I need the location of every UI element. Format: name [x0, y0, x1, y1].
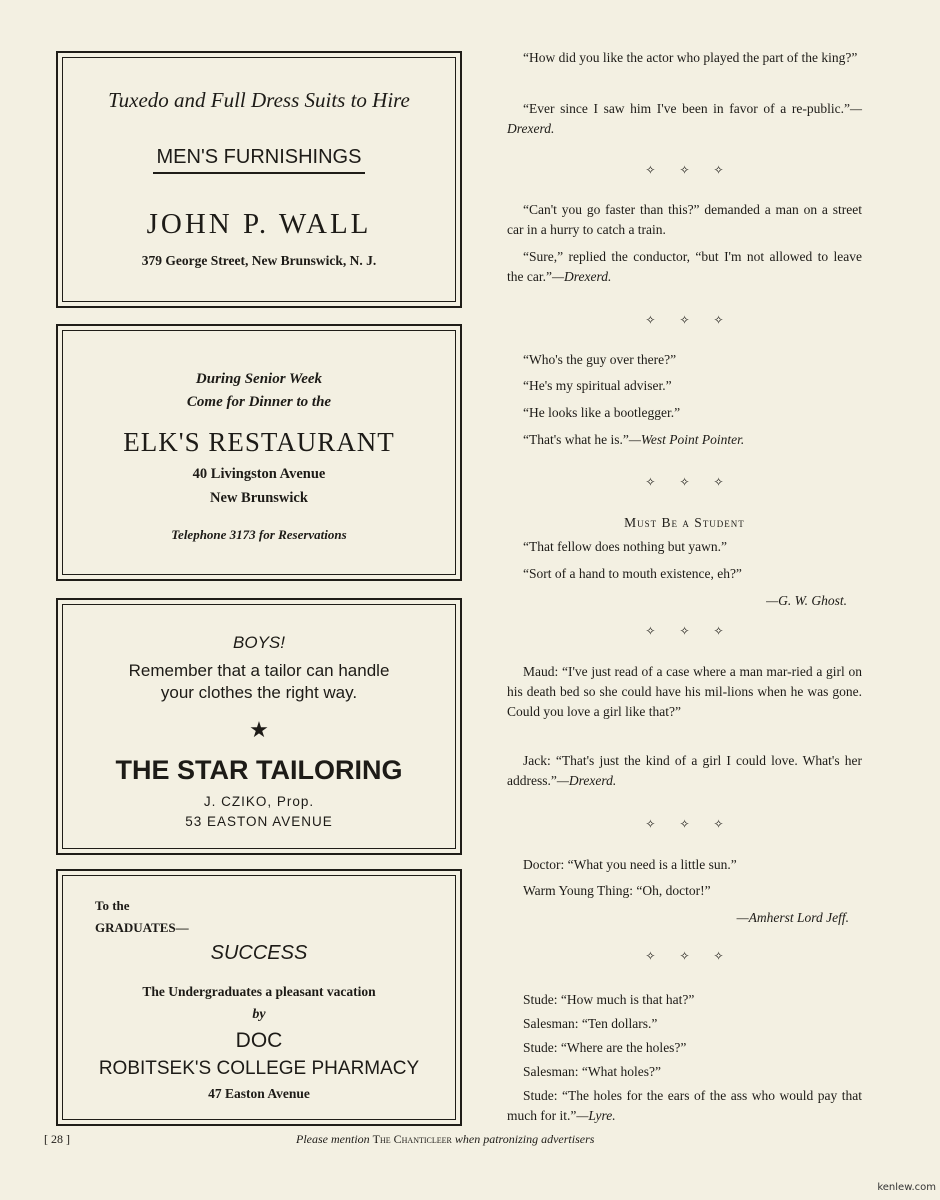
ad-address: 379 George Street, New Brunswick, N. J. [141, 253, 377, 268]
ad-name: DOC [235, 1029, 283, 1052]
joke-attribution: —G. W. Ghost. [766, 593, 847, 608]
ad-name: JOHN P. WALL [146, 208, 372, 240]
joke-line: “He's my spiritual adviser.” [523, 378, 672, 393]
joke-paragraph [507, 1086, 862, 1126]
joke-line: Stude: “Where are the holes?” [523, 1040, 687, 1055]
ad-message [63, 660, 455, 704]
separator: ✧✧✧ [645, 475, 748, 489]
ad-address: New Brunswick [210, 490, 308, 506]
ad-elks-restaurant [56, 324, 462, 581]
star-icon: ★ [249, 717, 269, 742]
joke-paragraph: “Can't you go faster than this?” demanded a man on a street car in a hurry to catch a train. [507, 202, 862, 237]
joke-line: Salesman: “What holes?” [523, 1064, 661, 1079]
joke-attribution: —Lyre. [576, 1108, 616, 1123]
ad-inner-border [62, 604, 456, 849]
ad-address: 53 EASTON AVENUE [185, 814, 333, 829]
joke-paragraph [507, 99, 862, 139]
ad-tagline: Tuxedo and Full Dress Suits to Hire [108, 88, 410, 112]
joke-paragraph: “How did you like the actor who played the part of the king?” [523, 50, 858, 65]
footer-text: Please mention [296, 1132, 373, 1146]
joke-title: Must Be a Student [624, 515, 745, 530]
joke-paragraph [507, 247, 862, 287]
joke-line: Doctor: “What you need is a little sun.” [523, 857, 737, 872]
separator: ✧✧✧ [645, 313, 748, 327]
ad-line: by [252, 1007, 266, 1022]
joke-line: Stude: “How much is that hat?” [523, 992, 695, 1007]
ad-inner-border [62, 875, 456, 1120]
ad-name: THE STAR TAILORING [115, 755, 403, 785]
ad-address: 40 Livingston Avenue [192, 466, 326, 482]
ad-inner-border [62, 57, 456, 302]
joke-text: “Ever since I saw him I've been in favor of a re-public.” [523, 101, 850, 116]
ad-line: Remember that a tailor can handle [128, 661, 390, 680]
joke-line: “Sort of a hand to mouth existence, eh?” [523, 566, 742, 581]
joke-attribution: —Amherst Lord Jeff. [736, 910, 849, 925]
joke-attribution: —Drexerd. [507, 101, 862, 136]
magazine-name: The Chanticleer [372, 1132, 452, 1146]
separator: ✧✧✧ [645, 949, 748, 963]
joke-line: “That fellow does nothing but yawn.” [523, 539, 727, 554]
ad-john-p-wall [56, 51, 462, 308]
separator: ✧✧✧ [645, 624, 748, 638]
joke-line [507, 430, 862, 450]
ad-star-tailoring [56, 598, 462, 855]
joke-text: “That's what he is.” [523, 432, 629, 447]
ad-heading: BOYS! [233, 633, 285, 652]
joke-paragraph [507, 751, 862, 791]
watermark-credit: kenlew.com [877, 1182, 936, 1193]
joke-line: “Who's the guy over there?” [523, 352, 677, 367]
separator: ✧✧✧ [645, 163, 748, 177]
ad-heading: SUCCESS [210, 942, 308, 964]
ad-line: GRADUATES— [95, 920, 189, 935]
ad-name: ROBITSEK'S COLLEGE PHARMACY [98, 1058, 420, 1079]
ad-line: your clothes the right way. [160, 683, 358, 702]
ad-inner-border [62, 330, 456, 575]
ad-telephone: Telephone 3173 for Reservations [171, 527, 347, 542]
joke-paragraph: Maud: “I've just read of a case where a man mar-ried a girl on his death bed so she could have his mil-lions when he was gone. Could you love a girl like that?” [507, 664, 862, 719]
ad-proprietor: J. CZIKO, Prop. [203, 794, 315, 809]
ad-line: During Senior Week [195, 371, 323, 387]
footer-note [296, 1132, 594, 1147]
ad-address: 47 Easton Avenue [208, 1086, 310, 1101]
ad-line: To the [95, 898, 130, 913]
joke-line: Warm Young Thing: “Oh, doctor!” [523, 883, 711, 898]
page-number: [ 28 ] [44, 1132, 70, 1146]
footer-text: when patronizing advertisers [451, 1132, 595, 1146]
joke-attribution: —Drexerd. [556, 773, 617, 788]
ad-heading: MEN'S FURNISHINGS [153, 146, 366, 174]
ad-line: Come for Dinner to the [186, 394, 332, 410]
ad-line: The Undergraduates a pleasant vacation [142, 984, 376, 999]
joke-text: “Sure,” replied the conductor, “but I'm not allowed to leave the car.” [507, 249, 862, 284]
joke-line: “He looks like a bootlegger.” [523, 405, 681, 420]
ad-name: ELK'S RESTAURANT [123, 427, 395, 457]
ad-college-pharmacy [56, 869, 462, 1126]
joke-text: Stude: “The holes for the ears of the ass who would pay that much for it.” [507, 1088, 862, 1123]
joke-line: Salesman: “Ten dollars.” [523, 1016, 658, 1031]
joke-attribution: —West Point Pointer. [628, 432, 745, 447]
joke-text: Jack: “That's just the kind of a girl I could love. What's her address.” [507, 753, 862, 788]
joke-attribution: —Drexerd. [551, 269, 612, 284]
separator: ✧✧✧ [645, 817, 748, 831]
